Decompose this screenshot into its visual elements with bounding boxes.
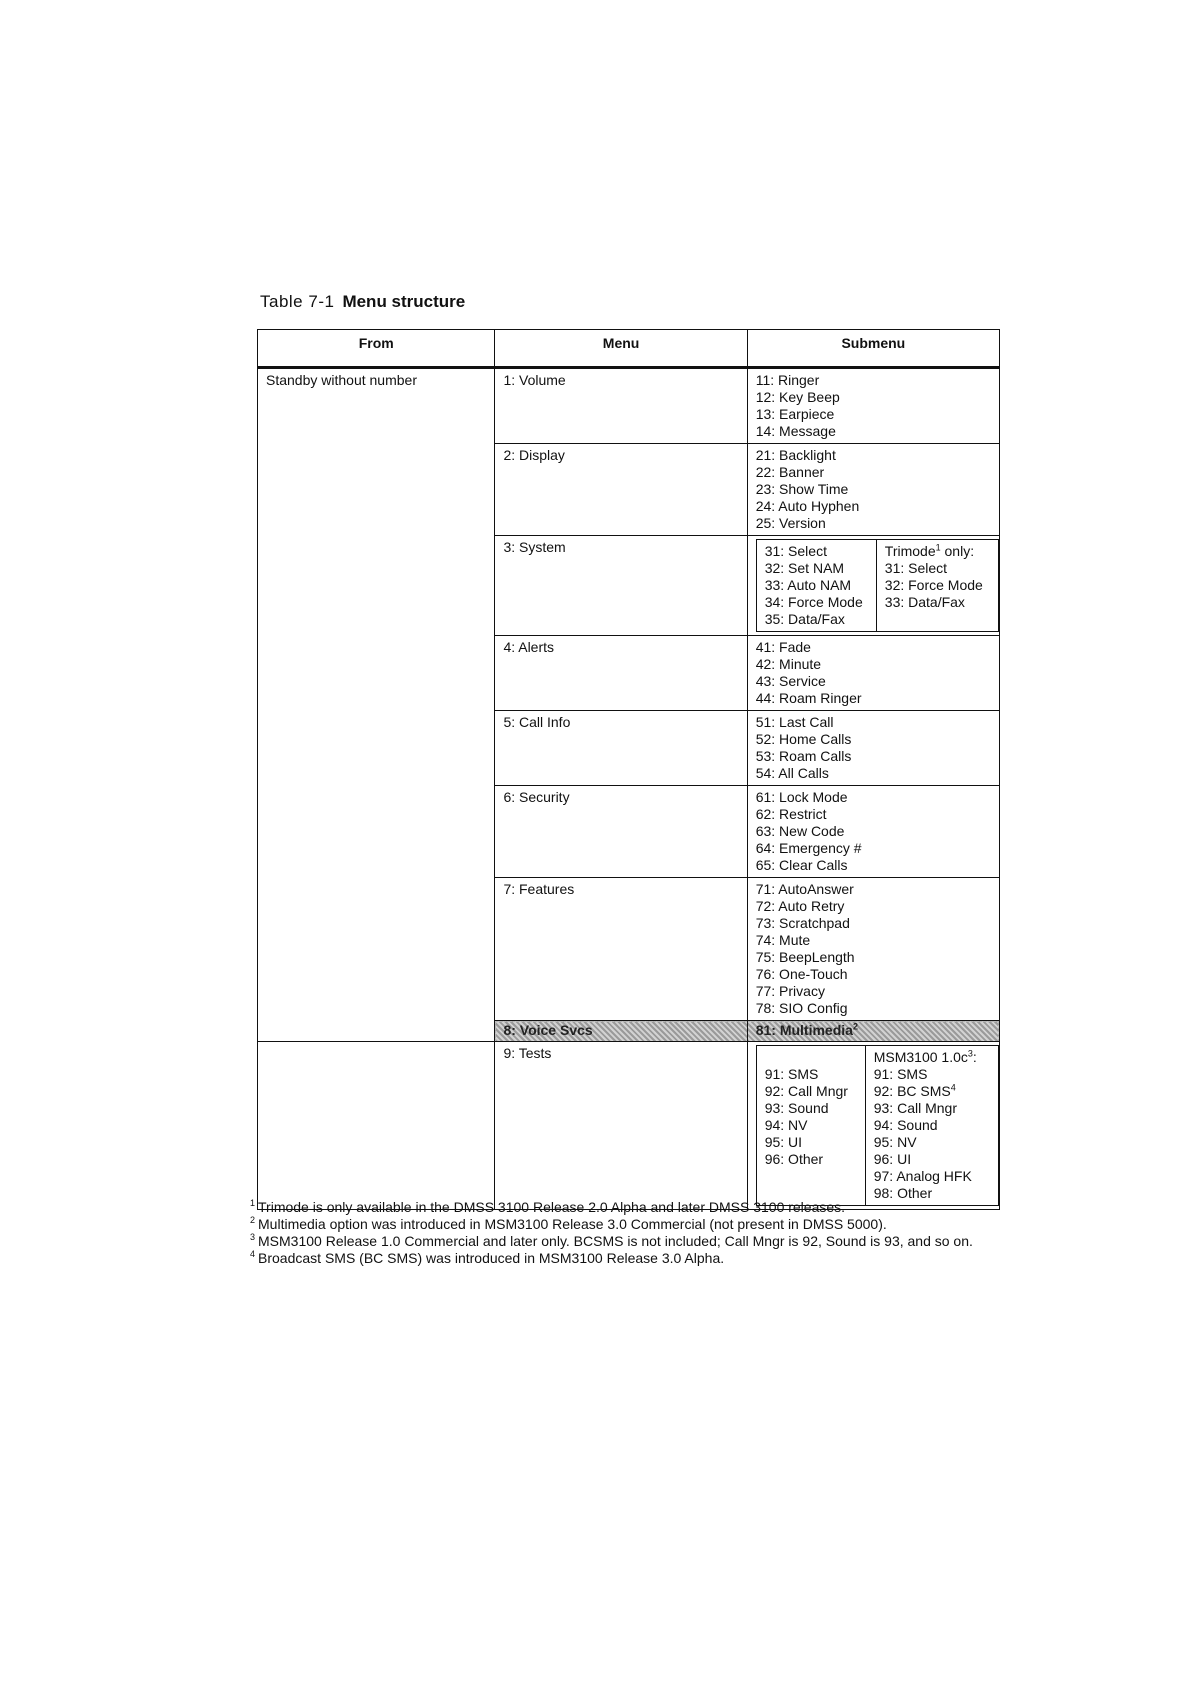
- table-row: [258, 368, 1000, 444]
- submenu-item: 43: Service: [755, 673, 826, 689]
- submenu-item: 13: Earpiece: [755, 406, 835, 422]
- submenu-item: 33: Auto NAM: [764, 577, 852, 593]
- column-title-suffix: :: [972, 1049, 977, 1065]
- submenu-item: 62: Restrict: [755, 806, 827, 822]
- submenu-cell: [747, 536, 999, 636]
- submenu-item: 96: Other: [764, 1151, 824, 1167]
- submenu-item: [874, 1083, 990, 1100]
- footnote-text: Trimode is only available in the DMSS 3100 Release 2.0 Alpha and later DMSS 3100 releases.: [258, 1199, 846, 1215]
- submenu-item: 92: Call Mngr: [764, 1083, 848, 1099]
- submenu-column-title: [885, 543, 990, 560]
- submenu-item: 75: BeepLength: [755, 949, 855, 965]
- submenu-item: [874, 1117, 990, 1134]
- submenu-right: [865, 1046, 998, 1206]
- footnote-text: MSM3100 Release 1.0 Commercial and later only. BCSMS is not included; Call Mngr is 92, Sound is 93, and so on.: [258, 1233, 973, 1249]
- submenu-cell: [747, 636, 999, 711]
- submenu-item-text: 95: NV: [873, 1134, 917, 1150]
- submenu-item: 34: Force Mode: [764, 594, 863, 610]
- menu-structure-table: [257, 329, 1000, 1210]
- footnote-mark: 1: [250, 1198, 256, 1209]
- submenu-item: 32: Set NAM: [764, 560, 845, 576]
- submenu-cell-multimedia: [747, 1021, 999, 1042]
- submenu-item: 44: Roam Ringer: [755, 690, 862, 706]
- submenu-item: 41: Fade: [755, 639, 811, 655]
- footnotes: [250, 1199, 1010, 1267]
- submenu-item: 22: Banner: [755, 464, 825, 480]
- submenu-item: 12: Key Beep: [755, 389, 840, 405]
- from-cell-empty: [258, 1042, 495, 1210]
- menu-cell: 6: Security: [495, 786, 747, 878]
- footnote-ref: 1: [935, 542, 941, 553]
- footnote-ref: 4: [950, 1082, 956, 1093]
- submenu-item: 31: Select: [884, 560, 948, 576]
- submenu-split: [756, 1045, 999, 1206]
- submenu-item: [874, 1066, 990, 1083]
- submenu-item: 64: Emergency #: [755, 840, 862, 856]
- submenu-item-text: 91: SMS: [873, 1066, 928, 1082]
- footnote-mark: 4: [250, 1249, 256, 1260]
- submenu-item: 24: Auto Hyphen: [755, 498, 860, 514]
- table-row-tests: [258, 1042, 1000, 1210]
- submenu-item: 31: Select: [764, 543, 827, 559]
- submenu-item: 53: Roam Calls: [755, 748, 852, 764]
- submenu-item-text: 93: Call Mngr: [873, 1100, 957, 1116]
- menu-cell: 3: System: [495, 536, 747, 636]
- menu-cell: 7: Features: [495, 878, 747, 1021]
- footnote-text: Multimedia option was introduced in MSM3100 Release 3.0 Commercial (not present in DMSS 5000).: [258, 1216, 887, 1232]
- submenu-item: 11: Ringer: [755, 372, 820, 388]
- column-title-text: Trimode: [884, 543, 936, 559]
- submenu-item: 72: Auto Retry: [755, 898, 845, 914]
- submenu-cell: [747, 786, 999, 878]
- footnote: [250, 1233, 1010, 1250]
- submenu-cell: [747, 878, 999, 1021]
- table-title: Menu structure: [342, 292, 466, 311]
- footnote: [250, 1250, 1010, 1267]
- submenu-item: 91: SMS: [764, 1066, 819, 1082]
- submenu-cell: [747, 1042, 999, 1210]
- submenu-item-text: 92: BC SMS: [873, 1083, 951, 1099]
- submenu-item: 77: Privacy: [755, 983, 825, 999]
- submenu-item: 52: Home Calls: [755, 731, 852, 747]
- header-menu: Menu: [495, 330, 747, 368]
- table-number: Table 7-1: [260, 292, 335, 311]
- menu-cell: 4: Alerts: [495, 636, 747, 711]
- submenu-item: [874, 1100, 990, 1117]
- footnote-mark: 3: [250, 1232, 256, 1243]
- footnote-ref: 2: [852, 1021, 858, 1032]
- submenu-cell: [747, 444, 999, 536]
- footnote-text: Broadcast SMS (BC SMS) was introduced in MSM3100 Release 3.0 Alpha.: [258, 1250, 725, 1266]
- submenu-item: [874, 1151, 990, 1168]
- from-cell: Standby without number: [258, 368, 495, 1042]
- spacer: [765, 1049, 859, 1066]
- menu-cell: 9: Tests: [495, 1042, 747, 1210]
- submenu-item: 93: Sound: [764, 1100, 829, 1116]
- header-from: From: [258, 330, 495, 368]
- submenu-item: 54: All Calls: [755, 765, 829, 781]
- submenu-item-text: 98: Other: [873, 1185, 933, 1201]
- submenu-item-text: 97: Analog HFK: [873, 1168, 972, 1184]
- submenu-item: 61: Lock Mode: [755, 789, 848, 805]
- submenu-item-text: 94: Sound: [873, 1117, 938, 1133]
- submenu-item: [874, 1134, 990, 1151]
- menu-cell: 1: Volume: [495, 368, 747, 444]
- submenu-item-text: 96: UI: [873, 1151, 912, 1167]
- submenu-item: 14: Message: [755, 423, 836, 439]
- table-header-row: [258, 330, 1000, 368]
- submenu-item: 63: New Code: [755, 823, 845, 839]
- submenu-item: 51: Last Call: [755, 714, 834, 730]
- column-title-text: MSM3100 1.0c: [873, 1049, 968, 1065]
- footnote: [250, 1199, 1010, 1216]
- footnote-ref: 3: [967, 1048, 973, 1059]
- submenu-item: [874, 1168, 990, 1185]
- submenu-cell: [747, 711, 999, 786]
- submenu-item: 74: Mute: [755, 932, 811, 948]
- submenu-item: 21: Backlight: [755, 447, 836, 463]
- submenu-right: [876, 540, 998, 632]
- column-title-suffix: only:: [940, 543, 975, 559]
- submenu-left: [756, 540, 876, 632]
- table-caption: [260, 292, 465, 312]
- submenu-item: 73: Scratchpad: [755, 915, 850, 931]
- submenu-item: 95: UI: [764, 1134, 803, 1150]
- footnote: [250, 1216, 1010, 1233]
- submenu-item: 71: AutoAnswer: [755, 881, 854, 897]
- menu-cell-voice-svcs: 8: Voice Svcs: [495, 1021, 747, 1042]
- header-submenu: Submenu: [747, 330, 999, 368]
- submenu-item: 65: Clear Calls: [755, 857, 848, 873]
- footnote-mark: 2: [250, 1215, 256, 1226]
- menu-cell: 5: Call Info: [495, 711, 747, 786]
- submenu-item: 76: One-Touch: [755, 966, 848, 982]
- submenu-item: 25: Version: [755, 515, 826, 531]
- submenu-item: 78: SIO Config: [755, 1000, 848, 1016]
- submenu-item: 32: Force Mode: [884, 577, 983, 593]
- submenu-left: [756, 1046, 865, 1206]
- submenu-item: 33: Data/Fax: [884, 594, 965, 610]
- submenu-split: [756, 539, 999, 632]
- submenu-item: 94: NV: [764, 1117, 808, 1133]
- submenu-column-title: [874, 1049, 990, 1066]
- submenu-item: 81: Multimedia: [755, 1022, 853, 1038]
- submenu-cell: [747, 368, 999, 444]
- submenu-item: 35: Data/Fax: [764, 611, 845, 627]
- submenu-item: 23: Show Time: [755, 481, 849, 497]
- submenu-item: 42: Minute: [755, 656, 822, 672]
- menu-cell: 2: Display: [495, 444, 747, 536]
